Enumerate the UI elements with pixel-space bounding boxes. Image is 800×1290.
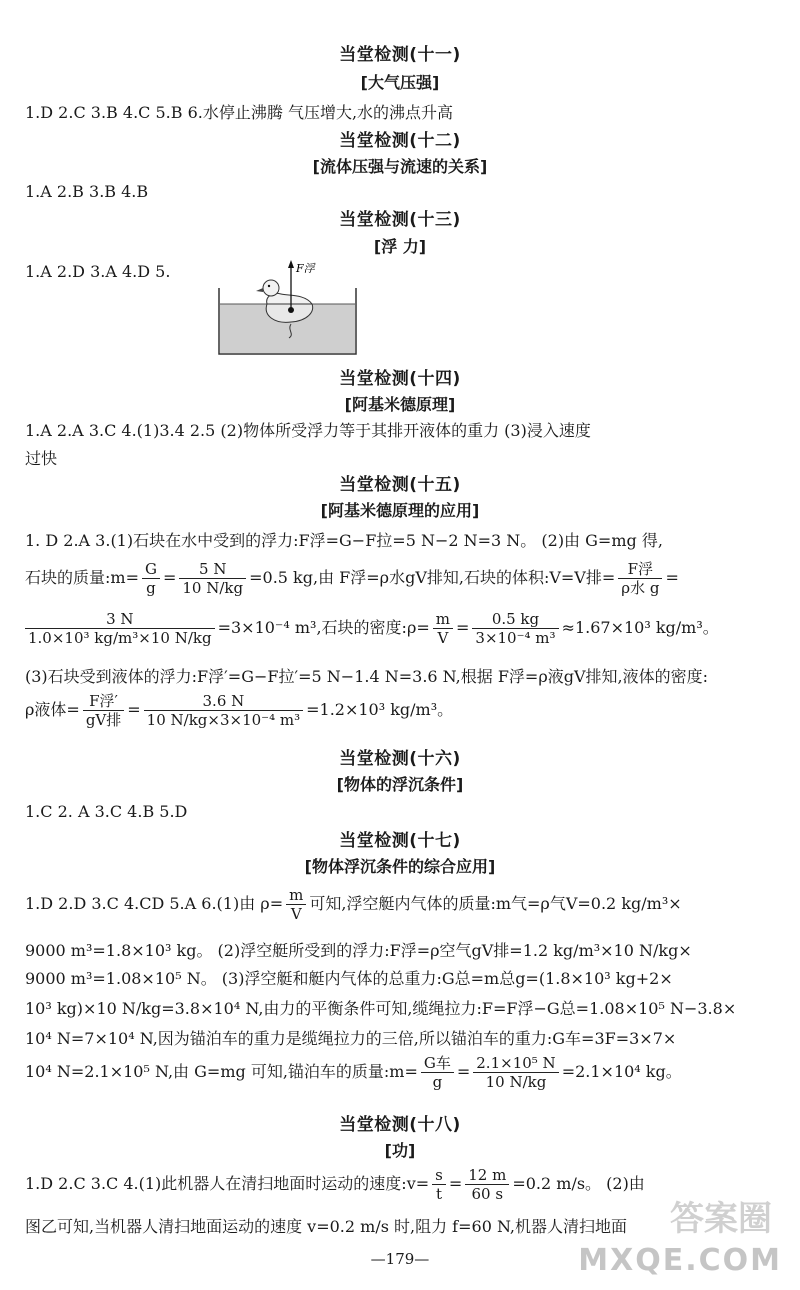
text-span: =2.1×10⁴ kg。 — [561, 1062, 682, 1081]
section-16-title: 当堂检测(十六) — [339, 749, 461, 769]
text-span: ρ液体= — [25, 700, 80, 719]
text-span: ≈1.67×10³ kg/m³。 — [561, 618, 719, 637]
fraction — [25, 610, 215, 647]
section-12-subtitle: [流体压强与流速的关系] — [312, 157, 488, 176]
denominator: t — [435, 1185, 442, 1203]
fraction — [421, 1054, 454, 1091]
fraction — [83, 692, 124, 729]
section-18-subtitle: [功] — [384, 1141, 416, 1160]
text-span: = — [127, 700, 141, 719]
fraction — [618, 560, 662, 597]
numerator: 3 N — [25, 610, 215, 629]
text-span: = — [665, 568, 679, 587]
fraction — [433, 610, 453, 647]
text-span: = — [456, 618, 470, 637]
numerator: 2.1×10⁵ N — [473, 1054, 558, 1073]
section-11-title: 当堂检测(十一) — [339, 45, 461, 65]
section-12-title: 当堂检测(十二) — [339, 131, 461, 151]
fraction — [472, 610, 558, 647]
watermark-cn: 答案圈 — [670, 1199, 772, 1239]
denominator: 10 N/kg — [485, 1073, 547, 1091]
denominator: 3×10⁻⁴ m³ — [475, 629, 556, 647]
denominator: 1.0×10³ kg/m³×10 N/kg — [28, 629, 212, 647]
section-17-line-4: 10³ kg)×10 N/kg=3.8×10⁴ N,由力的平衡条件可知,缆绳拉力:F=F浮−G总=1.08×10⁵ N−3.8× — [25, 999, 737, 1018]
text-span: 10⁴ N=2.1×10⁵ N,由 G=mg 可知,锚泊车的质量:m= — [25, 1062, 418, 1081]
denominator: 10 N/kg — [182, 579, 244, 597]
text-span: 石块的质量:m= — [25, 568, 139, 587]
section-15-title: 当堂检测(十五) — [339, 475, 461, 495]
numerator: 0.5 kg — [472, 610, 558, 629]
fraction — [179, 560, 246, 597]
section-11-subtitle: [大气压强] — [360, 73, 440, 92]
page-number: —179— — [370, 1250, 430, 1268]
numerator: 3.6 N — [144, 692, 303, 711]
denominator: ρ水 g — [621, 579, 660, 597]
fraction — [465, 1166, 509, 1203]
text-span: =0.5 kg,由 F浮=ρ水gV排知,石块的体积:V=V排= — [249, 568, 616, 587]
text-span: 1.D 2.D 3.C 4.CD 5.A 6.(1)由 ρ= — [25, 894, 284, 913]
section-15-subtitle: [阿基米德原理的应用] — [320, 501, 480, 520]
section-17-line-6 — [25, 1054, 780, 1091]
section-14-line-1: 1.A 2.A 3.C 4.(1)3.4 2.5 (2)物体所受浮力等于其排开液体的重力 (3)浸入速度 — [25, 421, 591, 440]
numerator: G — [142, 560, 160, 579]
text-span: 1.D 2.C 3.C 4.(1)此机器人在清扫地面时运动的速度:v= — [25, 1174, 430, 1193]
watermark: MXQE.COM — [578, 1243, 782, 1278]
section-15-line-4: (3)石块受到液体的浮力:F浮′=G−F拉′=5 N−1.4 N=3.6 N,根据 F浮=ρ液gV排知,液体的密度: — [25, 667, 709, 686]
text-span: =1.2×10³ kg/m³。 — [306, 700, 454, 719]
buoyant-force-label: F浮 — [296, 262, 315, 275]
section-14-line-2: 过快 — [25, 449, 58, 468]
section-18-title: 当堂检测(十八) — [339, 1115, 461, 1135]
numerator: m — [433, 610, 453, 629]
section-13-title: 当堂检测(十三) — [339, 210, 461, 230]
fraction — [142, 560, 160, 597]
numerator: s — [432, 1166, 446, 1185]
denominator: gV排 — [85, 711, 122, 729]
text-span: = — [162, 568, 177, 587]
denominator: g — [432, 1073, 443, 1091]
text-span: = — [448, 1174, 463, 1193]
section-17-title: 当堂检测(十七) — [339, 831, 461, 851]
section-11-answers: 1.D 2.C 3.B 4.C 5.B 6.水停止沸腾 气压增大,水的沸点升高 — [25, 103, 454, 122]
section-16-answers: 1.C 2. A 3.C 4.B 5.D — [25, 802, 188, 821]
section-17-line-2: 9000 m³=1.8×10³ kg。 (2)浮空艇所受到的浮力:F浮=ρ空气gV排=1.2 kg/m³×10 N/kg× — [25, 941, 692, 960]
section-17-line-3: 9000 m³=1.08×10⁵ N。 (3)浮空艇和艇内气体的总重力:G总=m总g=(1.8×10³ kg+2× — [25, 969, 673, 988]
section-13-subtitle: [浮 力] — [373, 237, 427, 256]
denominator: 10 N/kg×3×10⁻⁴ m³ — [146, 711, 301, 729]
numerator: 5 N — [179, 560, 246, 579]
section-18-line-1 — [25, 1166, 780, 1203]
denominator: g — [146, 579, 156, 597]
section-12-answers: 1.A 2.B 3.B 4.B — [25, 182, 149, 201]
section-17-line-5: 10⁴ N=7×10⁴ N,因为锚泊车的重力是缆绳拉力的三倍,所以锚泊车的重力:G车=3F=3×7× — [25, 1029, 677, 1048]
text-span: =0.2 m/s。 (2)由 — [512, 1174, 645, 1193]
section-16-subtitle: [物体的浮沉条件] — [336, 775, 464, 794]
fraction — [432, 1166, 446, 1203]
section-18-line-2: 图乙可知,当机器人清扫地面运动的速度 v=0.2 m/s 时,阻力 f=60 N,机器人清扫地面 — [25, 1217, 628, 1236]
section-13-answers: 1.A 2.D 3.A 4.D 5. — [25, 262, 171, 281]
denominator: 60 s — [471, 1185, 504, 1203]
numerator: m — [286, 886, 306, 905]
fraction — [473, 1054, 558, 1091]
numerator: F浮′ — [83, 692, 124, 711]
section-17-subtitle: [物体浮沉条件的综合应用] — [304, 857, 496, 876]
section-14-title: 当堂检测(十四) — [339, 369, 461, 389]
denominator: V — [290, 905, 302, 923]
numerator: 12 m — [465, 1166, 509, 1185]
text-span: =3×10⁻⁴ m³,石块的密度:ρ= — [217, 618, 430, 637]
text-span: = — [456, 1062, 471, 1081]
section-15-line-5 — [25, 692, 780, 729]
section-15-line-1: 1. D 2.A 3.(1)石块在水中受到的浮力:F浮=G−F拉=5 N−2 N=3 N。 (2)由 G=mg 得, — [25, 531, 663, 550]
denominator: V — [437, 629, 449, 647]
section-17-line-1 — [25, 886, 780, 923]
numerator: G车 — [421, 1054, 454, 1073]
section-15-line-2 — [25, 560, 780, 597]
duck-buoyancy-figure — [215, 258, 360, 358]
fraction — [144, 692, 303, 729]
section-14-subtitle: [阿基米德原理] — [344, 395, 456, 414]
text-span: 可知,浮空艇内气体的质量:m气=ρ气V=0.2 kg/m³× — [309, 894, 682, 913]
section-15-line-3 — [25, 610, 780, 647]
fraction — [286, 886, 306, 923]
numerator: F浮 — [618, 560, 662, 579]
